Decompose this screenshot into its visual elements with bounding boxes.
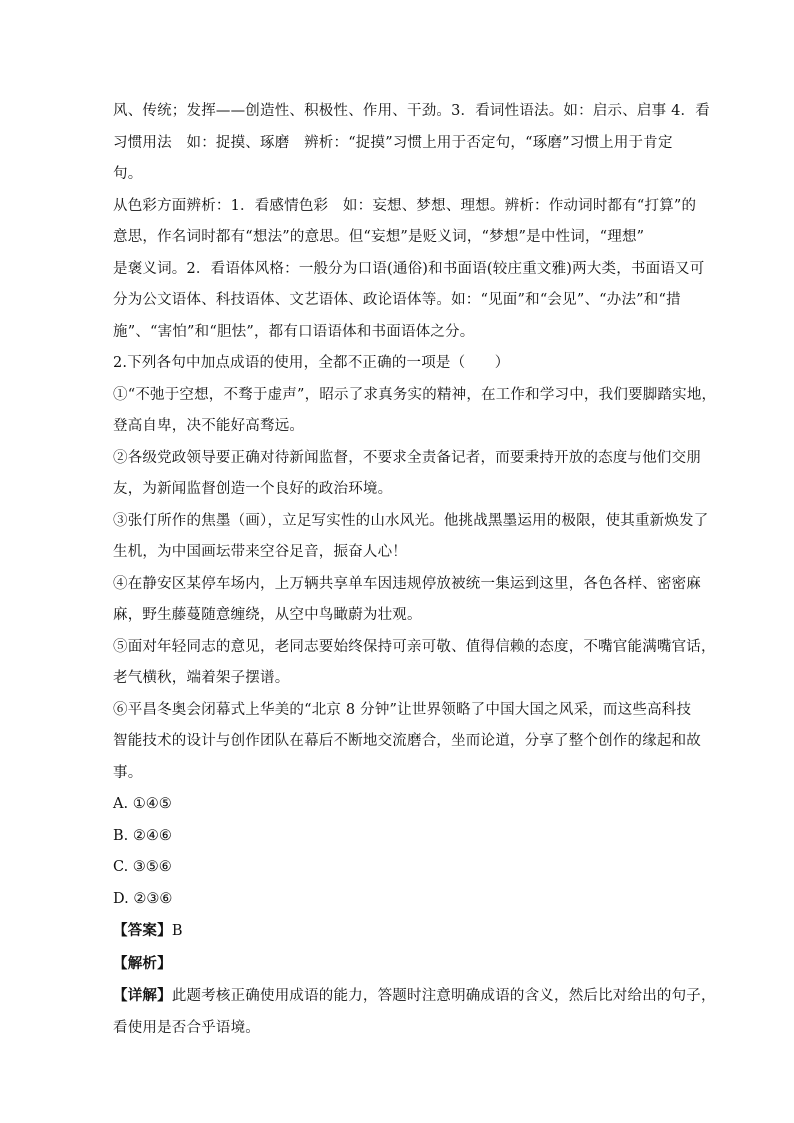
text-line: 友，为新闻监督创造一个良好的政治环境。: [113, 481, 393, 497]
text-line: 登高自卑，决不能好高骛远。: [113, 418, 305, 434]
option-c: C. ③⑤⑥: [113, 859, 172, 875]
question-item-2: [113, 443, 701, 506]
text-line: ③张仃所作的焦墨（画），立足写实性的山水风光。他挑战黑墨运用的极限，使其重新焕发了: [113, 512, 709, 529]
color-paragraph: [113, 191, 705, 349]
option-d: D. ②③⑥: [113, 890, 173, 907]
document-page: [113, 96, 717, 1044]
text-line: ①“不弛于空想，不骛于虚声”，昭示了求真务实的精神，在工作和学习中，我们要脚踏实地，: [113, 386, 717, 403]
text-line: ②各级党政领导要正确对待新闻监督，不要求全责备记者，而要秉持开放的态度与他们交朋: [113, 449, 701, 466]
text-line: 生机，为中国画坛带来空谷足音，振奋人心！: [113, 544, 407, 560]
text-line: 分为公文语体、科技语体、文艺语体、政论语体等。如：“见面”和“会见”、“办法”和“措: [113, 292, 681, 308]
answer-options: [113, 789, 693, 915]
detail-first-line: [113, 980, 716, 1013]
question-item-3: [113, 506, 709, 569]
option-b: B. ②④⑥: [113, 827, 172, 844]
detail-text: 此题考核正确使用成语的能力，答题时注意明确成语的含义，然后比对给出的句子，: [171, 988, 716, 1004]
text-line: 习惯用法 如：捉摸、琢磨 辨析：“捉摸”习惯上用于否定句，“琢磨”习惯上用于肯定: [113, 134, 673, 151]
question-stem: [113, 348, 693, 380]
text-line: 老气横秋，端着架子摆谱。: [113, 670, 290, 686]
detail-paragraph: [113, 980, 716, 1044]
option-a: A. ①④⑤: [113, 796, 172, 812]
question-item-1: [113, 380, 717, 443]
text-line: ⑥平昌冬奥会闭幕式上华美的“北京 8 分钟”让世界领略了中国大国之风采，而这些高科技: [113, 701, 692, 718]
text-line: 句。: [113, 166, 143, 182]
text-line: 意思，作名词时都有“想法”的意思。但“妄想”是贬义词，“梦想”是中性词，“理想”: [113, 229, 645, 245]
text-line: 事。: [113, 764, 143, 781]
text-line: 智能技术的设计与创作团队在幕后不断地交流磨合，坐而论道，分享了整个创作的缘起和故: [113, 733, 701, 749]
question-item-5: [113, 632, 716, 695]
text-line: 从色彩方面辨析：1．看感情色彩 如：妄想、梦想、理想。辨析：作动词时都有“打算”的: [113, 197, 697, 214]
text-line: ④在静安区某停车场内，上万辆共享单车因违规停放被统一集运到这里，各色各样、密密麻: [113, 575, 701, 592]
detail-label: 【详解】: [113, 987, 172, 1004]
question-stem-text: 2.下列各句中加点成语的使用，全都不正确的一项是（ ）: [113, 355, 510, 371]
question-item-4: [113, 569, 701, 632]
analysis-label: 【解析】: [113, 954, 172, 972]
text-line: 施”、“害怕”和“胆怯”，都有口语语体和书面语体之分。: [113, 323, 475, 340]
text-line: 风、传统；发挥——创造性、积极性、作用、干劲。3．看词性语法。如：启示、启事 4．看: [113, 103, 710, 119]
text-line: 看使用是否合乎语境。: [113, 1019, 260, 1036]
text-line: 是褒义词。2．看语体风格：一般分为口语(通俗)和书面语(较庄重文雅)两大类，书面语又可: [113, 260, 705, 277]
intro-paragraph: [113, 96, 710, 191]
text-line: 麻，野生藤蔓随意缠绕，从空中鸟瞰蔚为壮观。: [113, 607, 422, 623]
answer-value: B: [171, 923, 183, 939]
answer-label: 【答案】: [113, 922, 172, 939]
text-line: ⑤面对年轻同志的意见，老同志要始终保持可亲可敬、值得信赖的态度，不嘴官能满嘴官话，: [113, 638, 716, 655]
analysis-line: [113, 948, 693, 981]
question-item-6: [113, 695, 701, 790]
answer-line: [113, 915, 693, 948]
